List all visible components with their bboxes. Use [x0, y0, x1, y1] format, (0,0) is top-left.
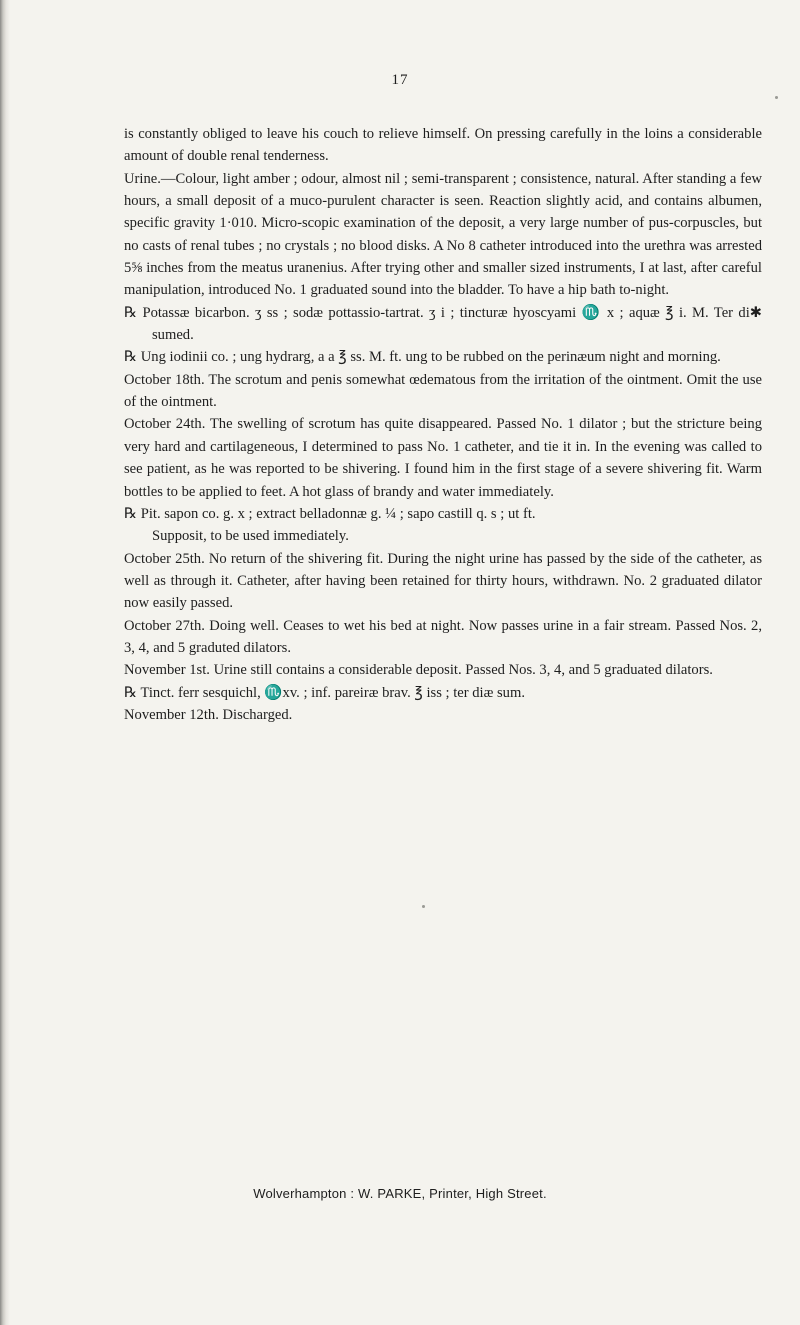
entry-october-25: October 25th. No return of the shivering fit. During the night urine has passed by the side of the catheter, as well as through it. Catheter, after having been retained for thirty hours, withdrawn. No. 2 graduated dilator now easily passed. — [124, 550, 762, 612]
entry-october-27: October 27th. Doing well. Ceases to wet his bed at night. Now passes urine in a fair stream. Passed Nos. 2, 3, 4, and 5 graduted dilators. — [124, 617, 762, 656]
prescription-ung-iodinii: ℞ Ung iodinii co. ; ung hydrarg, a a ℥ ss. M. ft. ung to be rubbed on the perinæum night and morning. — [124, 349, 721, 366]
entry-october-24: October 24th. The swelling of scrotum has quite disappeared. Passed No. 1 dilator ; but the stricture being very hard and cartilageneous, I determined to pass No. 1 catheter, and tie it in. In the evening was called to see patient, as he was reported to be shivering. I found him in the first stage of a severe shivering fit. Warm bottles to be applied to feet. A hot glass of brandy and water immediately. — [124, 416, 762, 500]
ink-speck — [422, 905, 425, 908]
prescription-supposit: Supposit, to be used immediately. — [152, 528, 349, 545]
entry-october-18: October 18th. The scrotum and penis somewhat œdematous from the irritation of the ointment. Omit the use of the ointment. — [124, 371, 762, 411]
page-binding-edge — [0, 0, 10, 1325]
prescription-pit-sapon: ℞ Pit. sapon co. g. x ; extract belladonnæ g. ¼ ; sapo castill q. s ; ut ft. — [124, 505, 536, 522]
prescription-potassae: ℞ Potassæ bicarbon. ʒ ss ; sodæ pottassio-tartrat. ʒ i ; tincturæ hyoscyami ♏ x ; aquæ ℥ i. M. Ter di✱ sumed. — [124, 304, 762, 344]
prescription-tinct-ferr: ℞ Tinct. ferr sesquichl, ♏xv. ; inf. pareiræ brav. ℥ iss ; ter diæ sum. — [124, 684, 525, 701]
entry-november-12: November 12th. Discharged. — [124, 706, 293, 723]
printer-imprint: Wolverhampton : W. PARKE, Printer, High Street. — [253, 1186, 547, 1201]
page-number: 17 — [391, 72, 409, 88]
ink-speck — [775, 96, 778, 99]
paragraph-urine: Urine.—Colour, light amber ; odour, almost nil ; semi-transparent ; consistence, natural. After standing a few hours, a small deposit of a muco-purulent character is seen. Reaction slightly acid, and contains albumen, specific gravity 1·010. Micro-scopic examination of the deposit, a very large number of pus-corpuscles, but no casts of renal tubes ; no crystals ; no blood disks. A No 8 catheter introduced into the urethra was arrested 5⅝ inches from the meatus uranenius. After trying other and smaller sized instruments, I at last, after careful manipulation, introduced No. 1 graduated sound into the bladder. To have a hip bath to-night. — [124, 170, 762, 299]
body-text — [124, 123, 762, 726]
paragraph-continuation: is constantly obliged to leave his couch to relieve himself. On pressing carefully in the loins a considerable amount of double renal tenderness. — [124, 126, 762, 165]
entry-november-1: November 1st. Urine still contains a considerable deposit. Passed Nos. 3, 4, and 5 graduated dilators. — [124, 662, 713, 679]
